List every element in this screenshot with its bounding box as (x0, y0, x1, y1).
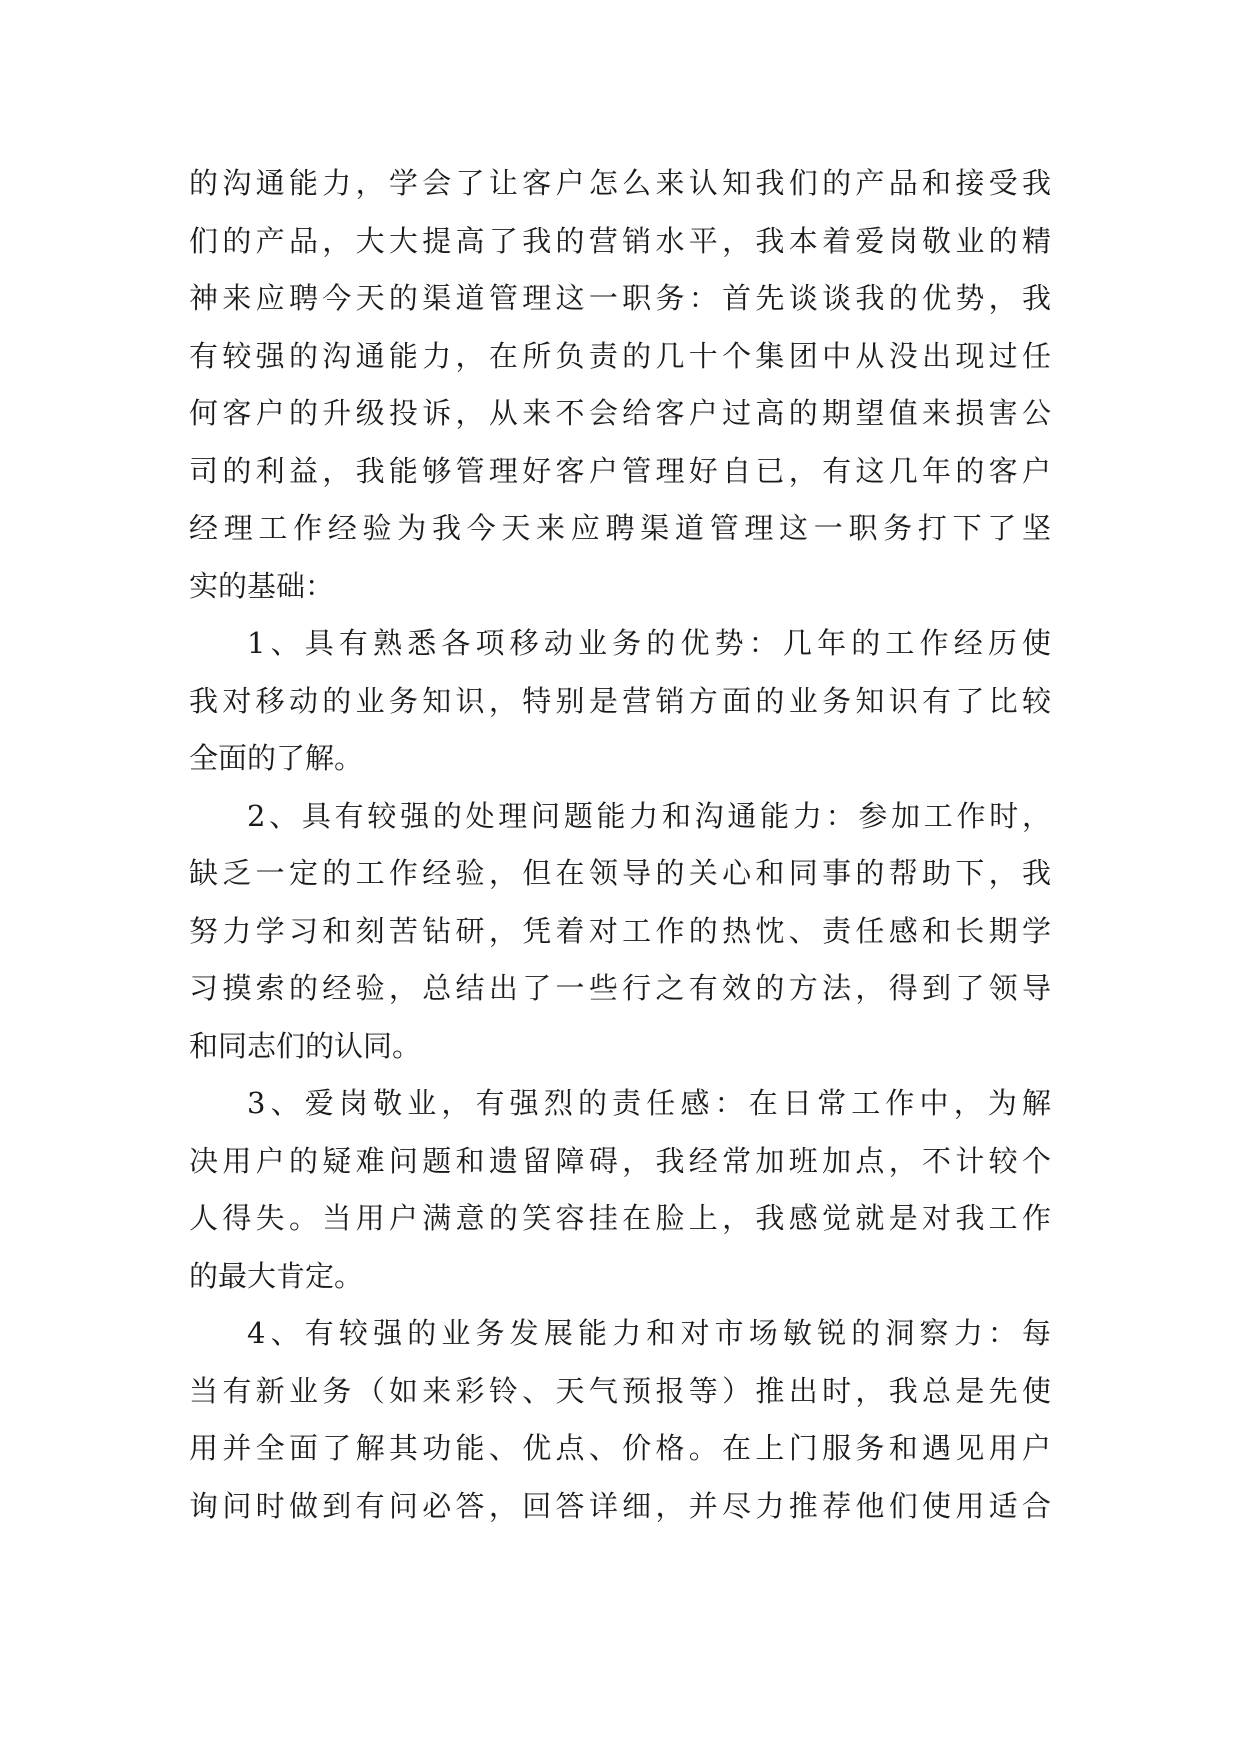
text-line: 努力学习和刻苦钻研，凭着对工作的热忱、责任感和长期学 (189, 913, 1051, 948)
text-line: 的最大肯定。 (189, 1258, 364, 1293)
text-line: 何客户的升级投诉，从来不会给客户过高的期望值来损害公 (189, 396, 1051, 430)
text-line: 1、具有熟悉各项移动业务的优势：几年的工作经历使 (247, 626, 1051, 660)
text-line: 4、有较强的业务发展能力和对市场敏锐的洞察力：每 (247, 1316, 1051, 1350)
text-line: 我对移动的业务知识，特别是营销方面的业务知识有了比较 (189, 683, 1051, 718)
text-line: 全面的了解。 (189, 741, 364, 775)
text-line: 用并全面了解其功能、优点、价格。在上门服务和遇见用户 (189, 1431, 1051, 1465)
text-line: 的沟通能力，学会了让客户怎么来认知我们的产品和接受我 (189, 166, 1051, 200)
text-line: 习摸索的经验，总结出了一些行之有效的方法，得到了领导 (189, 971, 1051, 1005)
text-line: 和同志们的认同。 (189, 1028, 422, 1063)
text-line: 实的基础： (189, 568, 335, 603)
text-line: 们的产品，大大提高了我的营销水平，我本着爱岗敬业的精 (189, 223, 1051, 258)
document-body (189, 155, 1051, 1535)
text-line: 缺乏一定的工作经验，但在领导的关心和同事的帮助下，我 (189, 856, 1051, 890)
text-line: 神来应聘今天的渠道管理这一职务：首先谈谈我的优势，我 (189, 281, 1051, 315)
text-line: 3、爱岗敬业，有强烈的责任感：在日常工作中，为解 (247, 1086, 1051, 1120)
text-line: 经理工作经验为我今天来应聘渠道管理这一职务打下了坚 (189, 511, 1051, 545)
text-line: 有较强的沟通能力，在所负责的几十个集团中从没出现过任 (189, 338, 1051, 373)
text-line: 人得失。当用户满意的笑容挂在脸上，我感觉就是对我工作 (189, 1201, 1051, 1235)
text-line: 当有新业务（如来彩铃、天气预报等）推出时，我总是先使 (189, 1373, 1051, 1408)
text-line: 2、具有较强的处理问题能力和沟通能力：参加工作时， (247, 798, 1051, 833)
text-line: 司的利益，我能够管理好客户管理好自已，有这几年的客户 (189, 453, 1051, 488)
text-line: 询问时做到有问必答，回答详细，并尽力推荐他们使用适合 (189, 1488, 1051, 1523)
text-line: 决用户的疑难问题和遗留障碍，我经常加班加点，不计较个 (189, 1143, 1051, 1178)
